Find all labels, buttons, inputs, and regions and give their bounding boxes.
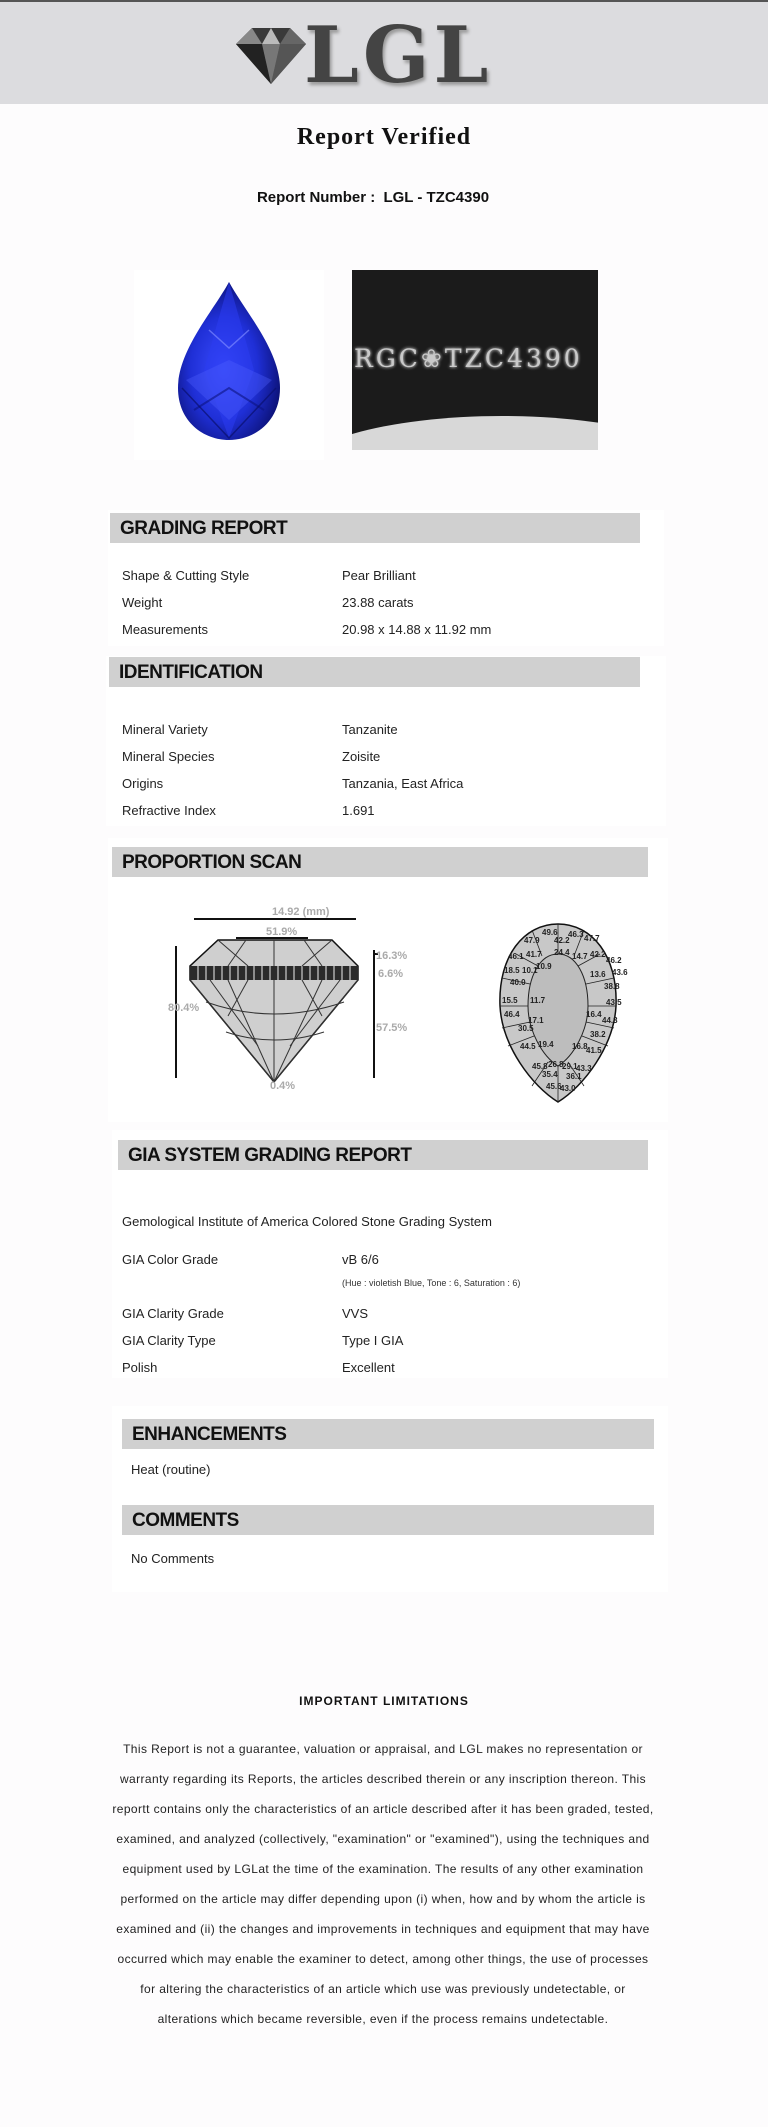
row-label: GIA Color Grade bbox=[122, 1252, 219, 1267]
facet-value: 16.8 bbox=[572, 1042, 588, 1051]
row-value: Tanzanite bbox=[342, 722, 398, 737]
profile-diagram bbox=[118, 906, 448, 1118]
facet-value: 35.4 bbox=[542, 1070, 558, 1079]
row-label: GIA Clarity Type bbox=[122, 1333, 216, 1348]
facet-value: 41.5 bbox=[586, 1046, 602, 1055]
facet-value: 45.8 bbox=[532, 1062, 548, 1071]
identification-title: IDENTIFICATION bbox=[119, 662, 263, 683]
row-value: Type I GIA bbox=[342, 1333, 404, 1348]
facet-value: 38.2 bbox=[590, 1030, 606, 1039]
grading-report-title: GRADING REPORT bbox=[120, 518, 288, 539]
enhancements-header bbox=[122, 1419, 654, 1449]
facet-value: 15.5 bbox=[502, 996, 518, 1005]
facet-value: 44.3 bbox=[602, 1016, 618, 1025]
crown-percent-label: 16.3% bbox=[376, 950, 408, 962]
inscription-photo bbox=[352, 270, 598, 450]
facet-value: 17.1 bbox=[528, 1016, 544, 1025]
row-value: 1.691 bbox=[342, 803, 375, 818]
facet-value: 42.2 bbox=[554, 936, 570, 945]
row-label: Measurements bbox=[122, 622, 208, 637]
row-label: GIA Clarity Grade bbox=[122, 1306, 224, 1321]
facet-value: 46.3 bbox=[568, 930, 584, 939]
row-label: Refractive Index bbox=[122, 803, 216, 818]
girdle-percent-label: 6.6% bbox=[378, 968, 404, 980]
proportion-scan-header bbox=[112, 847, 648, 877]
row-value: 20.98 x 14.88 x 11.92 mm bbox=[342, 622, 492, 637]
pear-gem-image bbox=[134, 270, 324, 460]
facet-value: 43.3 bbox=[576, 1064, 592, 1073]
facet-value: 11.7 bbox=[530, 996, 546, 1005]
row-label: Weight bbox=[122, 595, 163, 610]
report-number-label: Report Number : bbox=[256, 189, 376, 206]
row-label: Origins bbox=[122, 776, 164, 791]
laser-inscription: RGC❀TZC4390 bbox=[354, 344, 583, 373]
facet-value: 43.6 bbox=[612, 968, 628, 977]
row-value: Pear Brilliant bbox=[342, 568, 416, 583]
page-title: Report Verified bbox=[296, 124, 472, 150]
facet-value: 14.7 bbox=[572, 952, 588, 961]
diamond-logo-icon bbox=[232, 24, 310, 86]
gia-report-header bbox=[118, 1140, 648, 1170]
facet-value: 46.2 bbox=[606, 956, 622, 965]
gia-intro: Gemological Institute of America Colored Stone Grading System bbox=[122, 1214, 492, 1229]
row-value: vB 6/6 bbox=[342, 1252, 379, 1267]
grading-report-header bbox=[110, 513, 640, 543]
proportion-scan-title: PROPORTION SCAN bbox=[122, 852, 302, 873]
facet-value: 10.9 bbox=[536, 962, 552, 971]
girdle-width-label: 14.92 (mm) bbox=[272, 906, 330, 918]
row-value: 23.88 carats bbox=[342, 595, 414, 610]
facet-value: 42.2 bbox=[590, 950, 606, 959]
facet-value: 38.8 bbox=[604, 982, 620, 991]
gia-report-title: GIA SYSTEM GRADING REPORT bbox=[128, 1145, 412, 1166]
top-view-diagram bbox=[472, 906, 644, 1118]
report-number-value: LGL - TZC4390 bbox=[383, 189, 490, 206]
facet-value: 40.0 bbox=[510, 978, 526, 987]
row-label: Mineral Species bbox=[122, 749, 215, 764]
culet-percent-label: 0.4% bbox=[270, 1080, 296, 1092]
identification-header bbox=[109, 657, 640, 687]
depth-percent-label: 80.4% bbox=[168, 1002, 200, 1014]
gem-photo bbox=[134, 270, 324, 460]
enhancements-title: ENHANCEMENTS bbox=[132, 1424, 287, 1445]
color-grade-note: (Hue : violetish Blue, Tone : 6, Saturation : 6) bbox=[342, 1278, 521, 1288]
facet-value: 47.7 bbox=[584, 934, 600, 943]
facet-value: 43.0 bbox=[560, 1084, 576, 1093]
facet-value: 16.4 bbox=[586, 1010, 602, 1019]
enhancements-text: Heat (routine) bbox=[131, 1462, 211, 1477]
girdle-edge bbox=[352, 416, 598, 450]
comments-header bbox=[122, 1505, 654, 1535]
facet-value: 26.8 bbox=[548, 1060, 564, 1069]
pavilion-percent-label: 57.5% bbox=[376, 1022, 408, 1034]
table-percent-label: 51.9% bbox=[266, 926, 298, 938]
row-label: Polish bbox=[122, 1360, 158, 1375]
facet-value: 47.9 bbox=[524, 936, 540, 945]
facet-value: 46.1 bbox=[508, 952, 524, 961]
comments-title: COMMENTS bbox=[132, 1510, 239, 1531]
limitations-title: IMPORTANT LIMITATIONS bbox=[299, 1694, 469, 1708]
lgl-logo[interactable] bbox=[232, 10, 493, 101]
row-value: Tanzania, East Africa bbox=[342, 776, 464, 791]
header-bar bbox=[0, 0, 768, 104]
row-value: Zoisite bbox=[342, 749, 381, 764]
facet-value: 36.1 bbox=[566, 1072, 582, 1081]
comments-text: No Comments bbox=[131, 1551, 215, 1566]
facet-value: 30.5 bbox=[518, 1024, 534, 1033]
facet-value: 43.5 bbox=[606, 998, 622, 1007]
row-label: Mineral Variety bbox=[122, 722, 208, 737]
facet-value: 44.5 bbox=[520, 1042, 536, 1051]
row-value: VVS bbox=[342, 1306, 369, 1321]
facet-value: 13.6 bbox=[590, 970, 606, 979]
facet-value: 49.6 bbox=[542, 928, 558, 937]
facet-value: 10.1 bbox=[522, 966, 538, 975]
facet-value: 46.4 bbox=[504, 1010, 520, 1019]
facet-value: 24.4 bbox=[554, 948, 570, 957]
facet-value: 45.6 bbox=[546, 1082, 562, 1091]
facet-value: 19.4 bbox=[538, 1040, 554, 1049]
facet-value: 41.7 bbox=[526, 950, 542, 959]
row-label: Shape & Cutting Style bbox=[122, 568, 250, 583]
limitations-body: This Report is not a guarantee, valuation or appraisal, and LGL makes no representation or warranty regarding its Reports, the articles described therein or any inscription thereon. This reportt contains only the characteristics of an article described after it has been graded, tested, examined, and analyzed (collectively, "examination" or "examined"), using the techniques and equipment used by LGLat the time of the examination. The results of any other examination performed on the article may differ depending upon (i) when, how and by whom the article is examined and (ii) the changes and improvements in techniques and equipment that may have occurred which may enable the examiner to detect, among other things, the use of processes for altering the characteristics of an article which use was previously undetectable, or alterations which became reversible, even if the process remains undetectable. bbox=[112, 1742, 654, 2026]
facet-value: 29.1 bbox=[562, 1062, 578, 1071]
facet-value: 18.5 bbox=[504, 966, 520, 975]
report-number bbox=[0, 189, 742, 206]
row-value: Excellent bbox=[342, 1360, 395, 1375]
logo-text: LGL bbox=[304, 10, 493, 101]
